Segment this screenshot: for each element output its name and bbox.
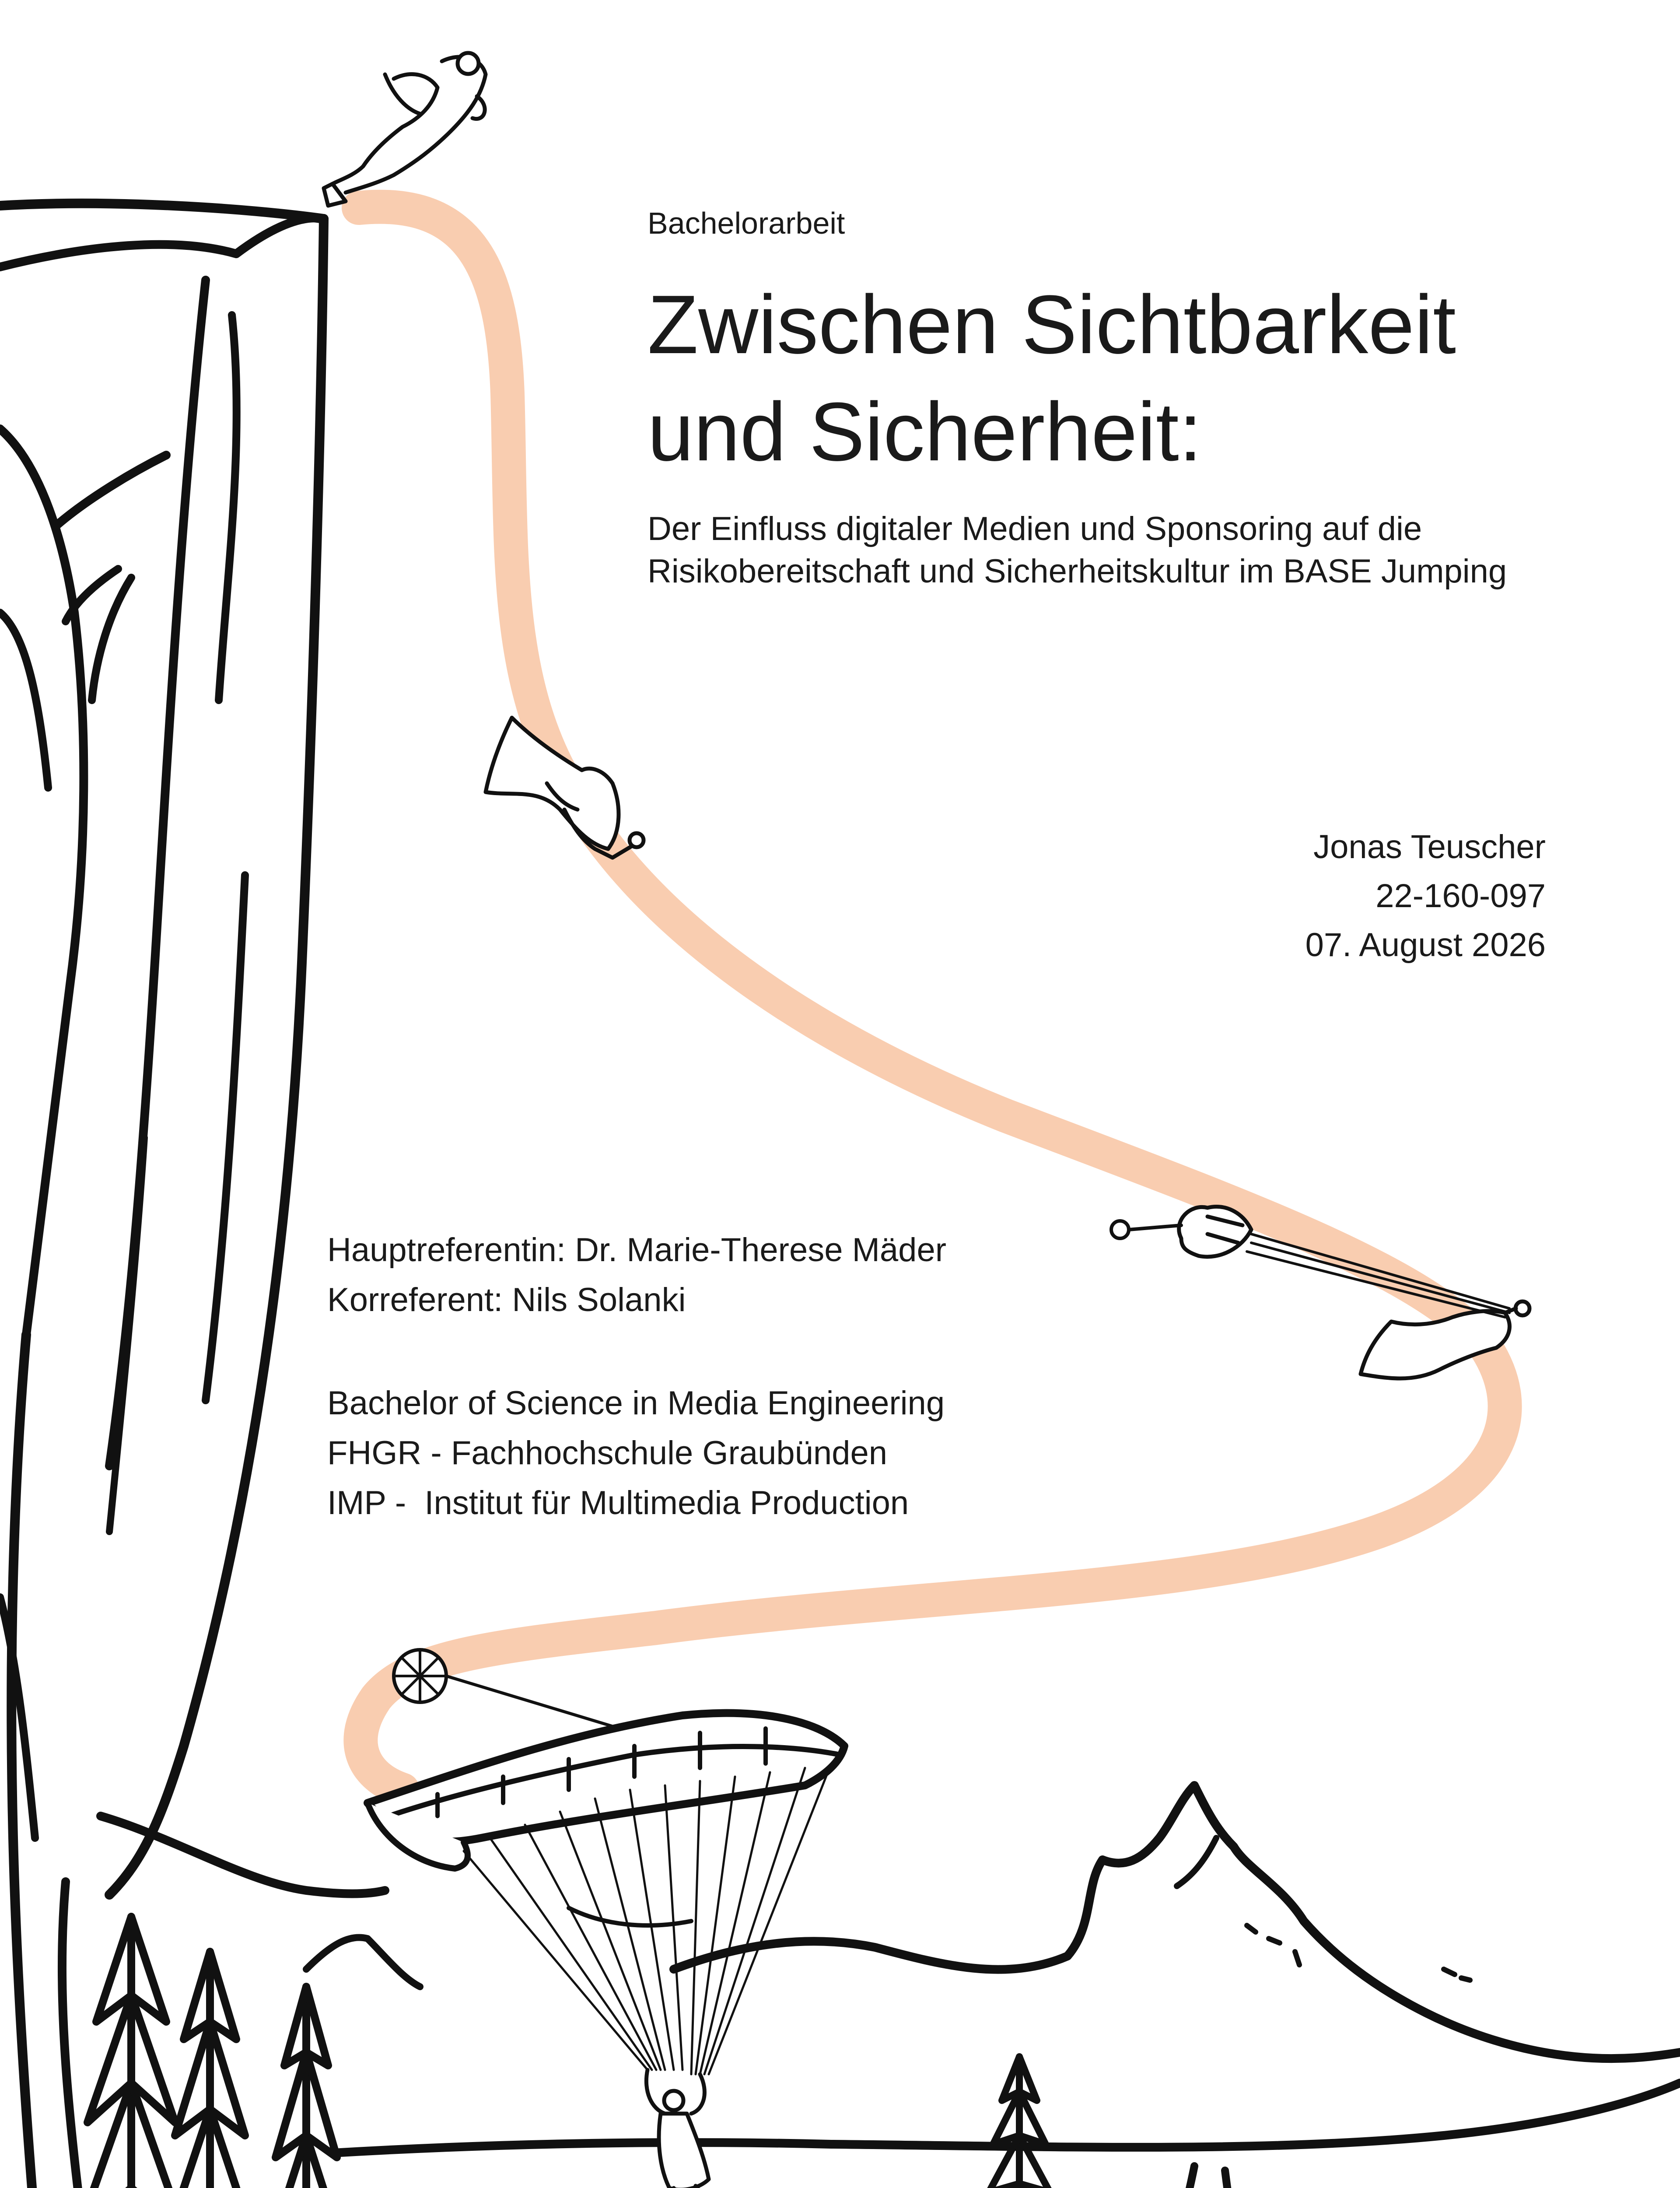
thesis-title-line: Zwischen Sichtbarkeit (648, 278, 1456, 371)
program-block (327, 1378, 945, 1528)
author-name: Jonas Teuscher (1313, 828, 1546, 866)
submission-date: 07. August 2026 (1305, 926, 1546, 964)
cliff-icon (0, 203, 385, 2188)
pine-tree-icon (70, 1917, 354, 2188)
base-jumper-icon (646, 2070, 726, 2188)
thesis-title-line: und Sicherheit: (648, 386, 1202, 478)
author-block (1306, 823, 1546, 970)
co-supervisor: Korreferent: Nils Solanki (327, 1281, 686, 1318)
base-jumper-icon (324, 53, 486, 206)
degree-program: Bachelor of Science in Media Engineering (327, 1385, 945, 1422)
institute-name: IMP - Institut für Multimedia Production (327, 1484, 909, 1522)
student-id: 22-160-097 (1376, 877, 1546, 915)
pine-tree-icon (984, 2057, 1054, 2188)
parachute-icon (368, 1713, 844, 2074)
thesis-title (648, 271, 1456, 486)
document-type-label: Bachelorarbeit (648, 206, 845, 240)
school-name: FHGR - Fachhochschule Graubünden (327, 1434, 887, 1472)
subtitle-line: Der Einfluss digitaler Medien und Sponsoring auf die (648, 510, 1422, 547)
thesis-subtitle (648, 508, 1507, 593)
subtitle-line: Risikobereitschaft und Sicherheitskultur im BASE Jumping (648, 553, 1507, 590)
main-supervisor: Hauptreferentin: Dr. Marie-Therese Mäder (327, 1231, 947, 1269)
wingsuit-flyer-icon (1179, 1206, 1530, 1378)
supervisors-block (327, 1225, 946, 1325)
